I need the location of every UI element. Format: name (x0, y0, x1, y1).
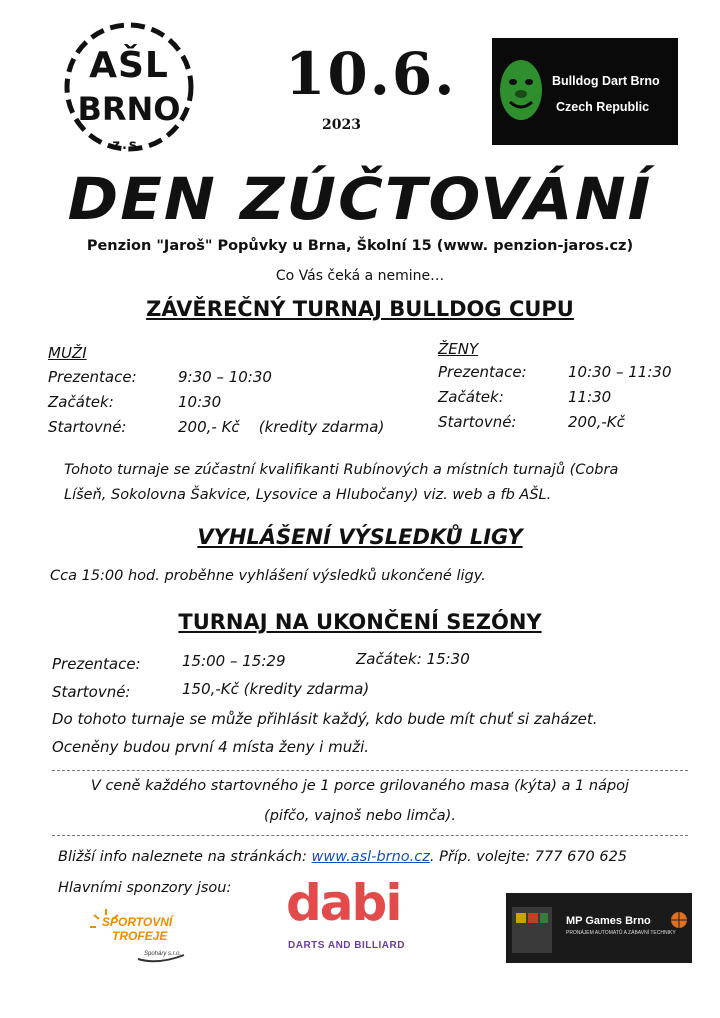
qualifier-note-line1: Tohoto turnaje se zúčastní kvalifikanti Rubínových a místních turnajů (Cobra (64, 462, 619, 478)
event-date: 10.6. (285, 40, 457, 108)
logo-line2: BRNO (77, 90, 181, 128)
event-year: 2023 (322, 117, 361, 133)
qualifier-note-line2: Líšeň, Sokolovna Šakvice, Lysovice a Hlubočany) viz. web a fb AŠL. (64, 487, 552, 503)
bulldog-icon (498, 50, 544, 130)
men-label: MUŽI (48, 344, 87, 362)
asl-brno-logo (62, 20, 196, 154)
season-reg-label: Prezentace: (52, 655, 141, 673)
season-line2: Oceněny budou první 4 místa ženy i muži. (52, 738, 370, 756)
women-reg-label: Prezentace: (438, 363, 527, 381)
food-line1: V ceně každého startovného je 1 porce grilovaného masa (kýta) a 1 nápoj (90, 778, 630, 794)
section1-heading: ZÁVĚREČNÝ TURNAJ BULLDOG CUPU (146, 297, 574, 321)
website-link[interactable]: www.asl-brno.cz (311, 849, 430, 865)
section3-heading: TURNAJ NA UKONČENÍ SEZÓNY (178, 610, 542, 634)
divider-top (52, 770, 688, 771)
women-start-label: Začátek: (438, 388, 504, 406)
mp-games-logo (506, 893, 692, 963)
more-info-prefix: Bližší info naleznete na stránkách: (58, 849, 307, 865)
mp-sub: PRONÁJEM AUTOMATŮ A ZÁBAVNÍ TECHNIKY (566, 930, 676, 936)
season-fee-value: 150,-Kč (kredity zdarma) (182, 680, 370, 698)
dabi-wordmark: dabi (286, 874, 401, 932)
more-info-suffix: . Příp. volejte: 777 670 625 (429, 849, 628, 865)
season-reg-value: 15:00 – 15:29 (182, 652, 286, 670)
section2-heading: VYHLÁŠENÍ VÝSLEDKŮ LIGY (197, 525, 523, 549)
women-start-value: 11:30 (568, 388, 612, 406)
season-fee-label: Startovné: (52, 683, 131, 701)
men-reg-label: Prezentace: (48, 368, 137, 386)
mp-name: MP Games Brno (566, 915, 651, 927)
season-line1: Do tohoto turnaje se může přihlásit každý, kdo bude mít chuť si zaházet. (52, 710, 598, 728)
sportovni-trofeje-logo (88, 905, 208, 969)
league-results-text: Cca 15:00 hod. proběhne vyhlášení výsledků ukončené ligy. (50, 568, 486, 584)
basketball-icon (670, 911, 688, 929)
logo-line3: z.s. (112, 138, 146, 153)
men-fee-value: 200,- Kč (kredity zdarma) (178, 418, 385, 436)
page-title: DEN ZÚČTOVÁNÍ (67, 165, 653, 233)
men-start-value: 10:30 (178, 393, 222, 411)
bulldog-dart-logo (492, 38, 678, 145)
dabi-sub: DARTS AND BILLIARD (288, 940, 405, 951)
intro: Co Vás čeká a nemine… (275, 268, 445, 284)
bulldog-line1: Bulldog Dart Brno (552, 74, 660, 88)
men-start-label: Začátek: (48, 393, 114, 411)
men-fee-label: Startovné: (48, 418, 127, 436)
women-fee-label: Startovné: (438, 413, 517, 431)
dabi-logo (282, 874, 452, 954)
logo-ring (62, 20, 196, 154)
more-info (58, 849, 627, 865)
food-line2: (pifčo, vajnoš nebo limča). (264, 808, 456, 824)
venue: Penzion "Jaroš" Popůvky u Brna, Školní 15 (www. penzion-jaros.cz) (86, 238, 634, 254)
sponsor1-line1: SPORTOVNÍ (102, 915, 173, 929)
divider-bottom (52, 835, 688, 836)
sponsors-label: Hlavními sponzory jsou: (58, 880, 232, 896)
women-reg-value: 10:30 – 11:30 (568, 363, 672, 381)
sponsor1-line2: TROFEJE (112, 929, 168, 943)
women-fee-value: 200,-Kč (568, 413, 625, 431)
bulldog-line2: Czech Republic (556, 100, 650, 114)
men-reg-value: 9:30 – 10:30 (178, 368, 272, 386)
logo-line1: AŠL (89, 45, 169, 86)
season-start: Začátek: 15:30 (356, 650, 470, 668)
slot-machine-icon (506, 893, 560, 963)
sponsor1-sub: Spoháry s.r.o. (144, 951, 182, 957)
women-label: ŽENY (438, 340, 479, 358)
